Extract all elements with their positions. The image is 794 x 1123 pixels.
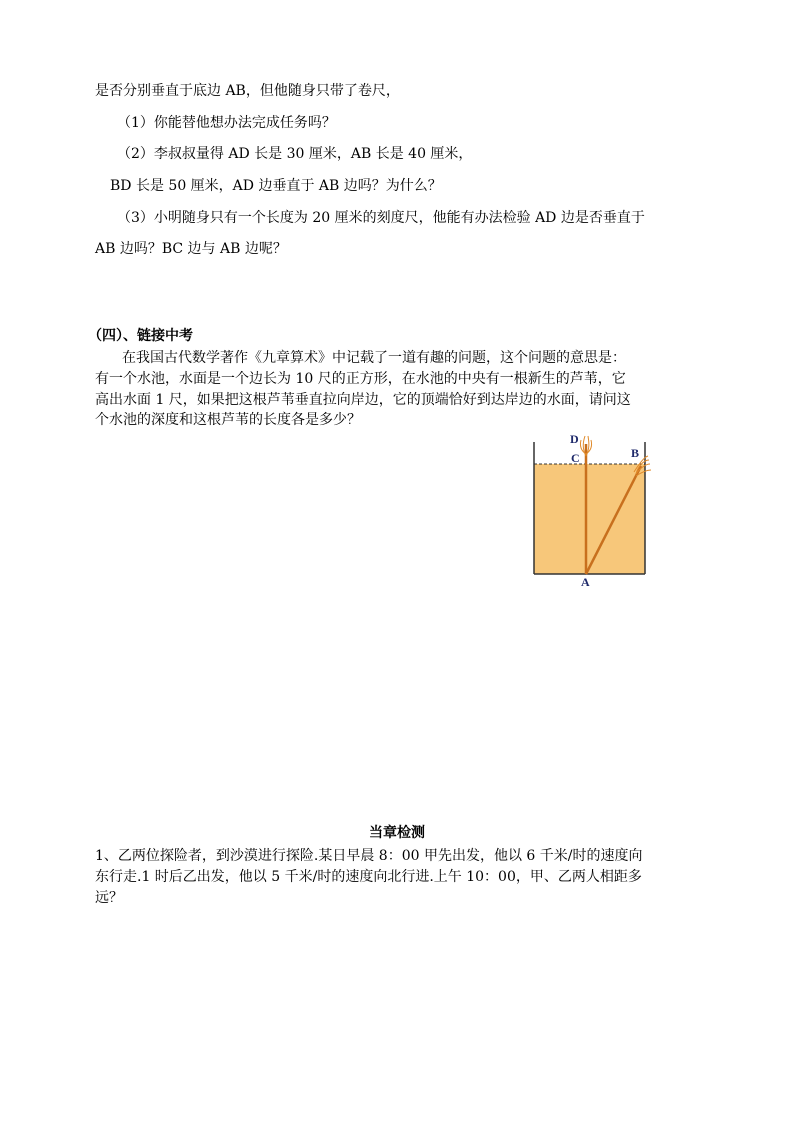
section-four-line-4: 个水池的深度和这根芦苇的长度各是多少？ <box>95 412 361 428</box>
chapter-test-line-1: 1、乙两位探险者，到沙漠进行探险.某日早晨 8：00 甲先出发，他以 6 千米/时的速度向 <box>95 848 643 864</box>
section-four-heading: （四）、链接中考 <box>88 328 193 344</box>
section-four-line-1: 在我国古代数学著作《九章算术》中记载了一道有趣的问题，这个问题的意思是： <box>122 350 626 366</box>
question-2-line-2: BD 长是 50 厘米，AD 边垂直于 AB 边吗？为什么？ <box>110 178 442 194</box>
chapter-test-heading: 当章检测 <box>369 825 425 841</box>
pond-diagram <box>528 430 652 590</box>
section-four-line-2: 有一个水池，水面是一个边长为 10 尺的正方形，在水池的中央有一根新生的芦苇，它 <box>95 371 626 387</box>
chapter-test-line-2: 东行走.1 时后乙出发，他以 5 千米/时的速度向北行进.上午 10：00，甲、乙两人相距多 <box>95 869 642 885</box>
label-d: D <box>570 432 579 446</box>
intro-line: 是否分别垂直于底边 AB，但他随身只带了卷尺， <box>95 83 400 99</box>
chapter-test-line-3: 远？ <box>95 890 123 906</box>
question-2-line-1: （2）李叔叔量得 AD 长是 30 厘米，AB 长是 40 厘米， <box>117 146 473 162</box>
section-four-line-3: 高出水面 1 尺，如果把这根芦苇垂直拉向岸边，它的顶端恰好到达岸边的水面，请问这 <box>95 392 631 408</box>
label-b: B <box>631 446 640 460</box>
question-1: （1）你能替他想办法完成任务吗？ <box>117 115 336 131</box>
question-3-line-1: （3）小明随身只有一个长度为 20 厘米的刻度尺，他能有办法检验 AD 边是否垂直于 <box>117 210 645 226</box>
pond-reed-figure <box>528 430 652 590</box>
label-c: C <box>571 451 580 465</box>
pond-water <box>534 464 645 574</box>
label-a: A <box>581 575 590 589</box>
question-3-line-2: AB 边吗？BC 边与 AB 边呢？ <box>95 241 287 257</box>
